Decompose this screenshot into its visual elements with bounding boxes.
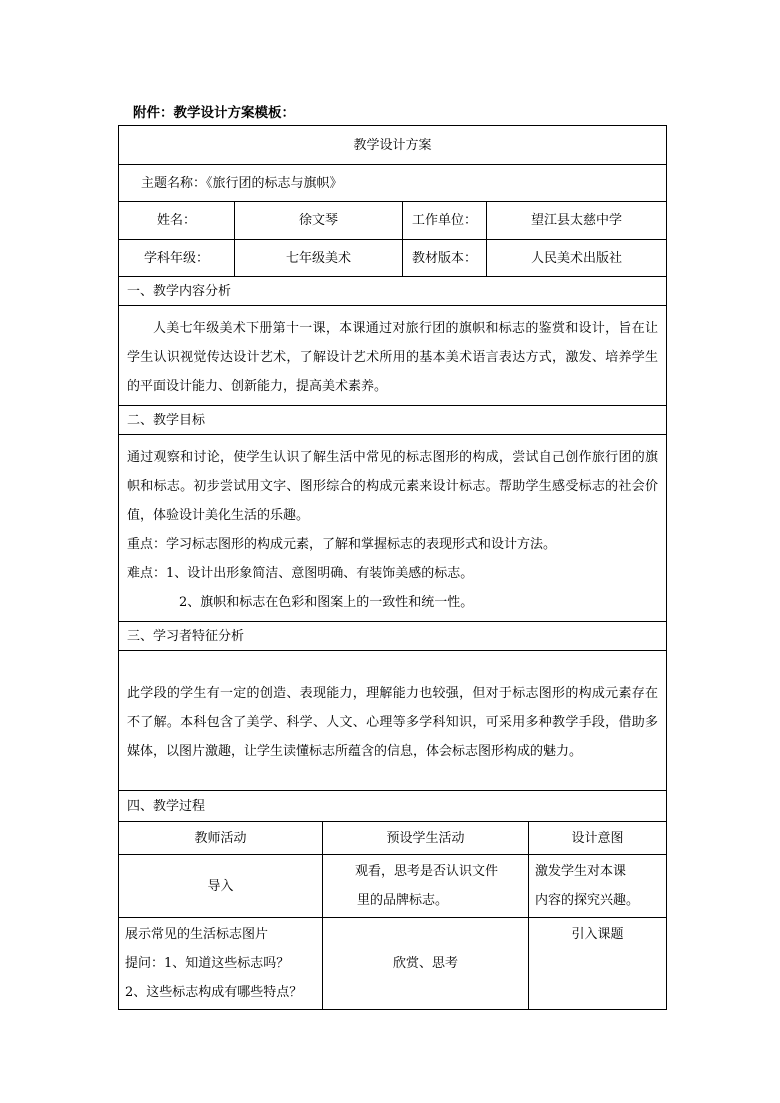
intro-intent-line1: 激发学生对本课 [535,864,627,879]
process-row-2 [119,918,667,1010]
intro-student-line2: 里的品牌标志。 [357,893,449,908]
unit-value: 望江县太慈中学 [487,202,667,240]
row2-teacher-line3: 2、这些标志构成有哪些特点？ [125,985,303,1000]
unit-label: 工作单位： [403,202,487,240]
teaching-goal-text: 通过观察和讨论，使学生认识了解生活中常见的标志图形的构成，尝试自己创作旅行团的旗帜和标志。初步尝试用文字、图形综合的构成元素来设计标志。帮助学生感受标志的社会价值，体验设计美化生活的乐趣。 [127,450,659,523]
grade-label: 学科年级： [119,240,235,277]
intro-intent [529,855,667,918]
content-analysis-text: 人美七年级美术下册第十一课，本课通过对旅行团的旗帜和标志的鉴赏和设计，旨在让学生认识视觉传达设计艺术，了解设计艺术所用的基本美术语言表达方式，激发、培养学生的平面设计能力、创新能力，提高美术素养。 [127,321,659,394]
section2-body [119,435,667,622]
section1-title: 一、教学内容分析 [119,277,667,306]
row2-teacher-line1: 展示常见的生活标志图片 [125,927,269,942]
header-design-intent: 设计意图 [529,822,667,855]
row2-teacher-line2: 提问：1、知道这些标志吗？ [125,956,290,971]
intro-teacher: 导入 [119,855,323,918]
header-student-activity: 预设学生活动 [323,822,529,855]
section3-body [119,651,667,791]
key-point-text: 重点：学习标志图形的构成元素，了解和掌握标志的表现形式和设计方法。 [127,537,557,552]
section1-body-row [119,306,667,406]
title-row [119,126,667,165]
name-label: 姓名： [119,202,235,240]
difficulty-1-text: 难点：1、设计出形象简洁、意图明确、有装饰美感的标志。 [127,566,474,581]
intro-student-line1: 观看，思考是否认识文件 [355,864,499,879]
edition-label: 教材版本： [403,240,487,277]
row2-intent: 引入课题 [529,918,667,1010]
attachment-heading: 附件：教学设计方案模板： [133,105,295,121]
section3-title: 三、学习者特征分析 [119,622,667,651]
section3-title-row [119,622,667,651]
process-row-intro [119,855,667,918]
section1-title-row [119,277,667,306]
theme-name: 主题名称：《旅行团的标志与旗帜》 [119,165,667,202]
section3-body-row [119,651,667,791]
section1-body [119,306,667,406]
intro-student [323,855,529,918]
section2-title: 二、教学目标 [119,406,667,435]
theme-row [119,165,667,202]
row2-teacher [119,918,323,1010]
header-teacher-activity: 教师活动 [119,822,323,855]
lesson-plan-table [118,125,667,1010]
plan-title: 教学设计方案 [119,126,667,165]
info-row-2 [119,240,667,277]
section4-title-row [119,791,667,822]
section4-title: 四、教学过程 [119,791,667,822]
info-row-1 [119,202,667,240]
process-header-row [119,822,667,855]
section2-body-row [119,435,667,622]
section2-title-row [119,406,667,435]
intro-intent-line2: 内容的探究兴趣。 [535,893,640,908]
row2-student: 欣赏、思考 [323,918,529,1010]
name-value: 徐文琴 [235,202,403,240]
difficulty-2-text: 2、旗帜和标志在色彩和图案上的一致性和统一性。 [179,595,474,610]
learner-analysis-text: 此学段的学生有一定的创造、表现能力，理解能力也较强，但对于标志图形的构成元素存在不了解。本科包含了美学、科学、人文、心理等多学科知识，可采用多种教学手段，借助多媒体，以图片激趣，让学生读懂标志所蕴含的信息，体会标志图形构成的魅力。 [127,686,659,759]
edition-value: 人民美术出版社 [487,240,667,277]
grade-value: 七年级美术 [235,240,403,277]
